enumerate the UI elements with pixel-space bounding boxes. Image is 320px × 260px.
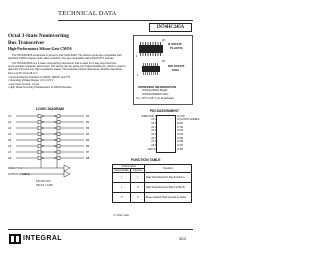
page-number: 303 — [179, 236, 186, 241]
output-enable-label: OUTPUT ENABLE — [8, 173, 30, 176]
pin-row: 17 B2 — [177, 126, 184, 129]
pin-a1-label: A1 — [8, 115, 12, 118]
table-cell: L — [131, 173, 145, 183]
chip-body — [156, 115, 176, 153]
description — [8, 54, 128, 89]
table-row — [113, 193, 192, 203]
pin-row: 19 OUTPUT ENABLE — [177, 119, 200, 122]
pin-row: A3 4 — [151, 126, 156, 129]
table-cell: Data Transmitted from Bus A to Bus B — [145, 183, 192, 193]
function-table — [112, 164, 192, 203]
pin-assignment-chip — [138, 115, 200, 153]
table-cell: Buses Isolated (High-Impedance State) — [145, 193, 192, 203]
pin-row: A2 3 — [151, 122, 156, 125]
pin-b1-label: B1 — [86, 115, 90, 118]
power-note: PIN 20=VCC — [36, 180, 51, 183]
soic-pin1-label: 1 — [137, 74, 139, 77]
brand-name: INTEGRAL — [23, 235, 62, 242]
table-group-header: Control Inputs — [113, 165, 145, 169]
pin-row: 14 B5 — [177, 137, 184, 140]
pin-row: 18 B1 — [177, 122, 184, 125]
pin-list-right — [177, 115, 200, 153]
logic-diagram-title: LOGIC DIAGRAM — [36, 107, 64, 111]
pin-row: DIRECTION 1 — [141, 115, 156, 118]
title-line-2: Bus Transceiver — [8, 40, 45, 46]
ground-note: PIN 10 = GND — [36, 183, 53, 187]
table-row — [113, 173, 192, 183]
pin-a2-label: A2 — [8, 121, 12, 124]
description-paragraph-1: The IN74HC245A is identical in pinout to the LS/ALS245. The device inputs are compatible with standard CMOS outputs; with pullup resistors, they are compatible with LS/ALS/TTL outputs. — [8, 54, 122, 61]
integral-logo-icon — [9, 234, 21, 244]
soic-package-image — [140, 63, 162, 75]
pin-b2-label: B2 — [86, 121, 90, 124]
pin-b4-label: B4 — [86, 133, 90, 136]
ordering-title: ORDERING INFORMATION — [138, 85, 176, 89]
pin-row: A8 9 — [151, 145, 156, 148]
table-header-cell: Operation — [145, 165, 192, 173]
table-cell: L — [113, 183, 131, 193]
pin-row: 16 B3 — [177, 130, 184, 133]
pin-row: 20 VCC — [177, 115, 186, 118]
soic-suffix: DW SUFFIX — [168, 64, 185, 68]
table-row — [113, 183, 192, 193]
bullet-item: • Low Input Current: 1.0 µA — [8, 82, 40, 86]
footer-rule — [8, 229, 193, 230]
pin-b8-label: B8 — [86, 157, 90, 160]
pin-row: 12 B7 — [177, 145, 184, 148]
table-cell: H — [113, 193, 131, 203]
pin-row: 11 B8 — [177, 148, 183, 151]
soic-pin20-label: 20 — [162, 60, 165, 63]
table-header-cell: Direction — [131, 169, 145, 173]
pin-row: 13 B6 — [177, 141, 184, 144]
pin-row: A7 8 — [151, 141, 156, 144]
pin-a3-label: A3 — [8, 127, 12, 130]
table-cell: H — [131, 183, 145, 193]
package-panel — [133, 35, 193, 105]
pin-row: A5 6 — [151, 134, 156, 137]
function-table-note: X = don't care — [113, 214, 129, 217]
title-line-3: High-Performance Silicon-Gate CMOS — [8, 47, 72, 51]
pin-a7-label: A7 — [8, 151, 12, 154]
soic-material: SOIC — [172, 68, 180, 72]
bullet-item: • High Noise Immunity Characteristic of CMOS Devices — [8, 85, 72, 89]
pin-b3-label: B3 — [86, 127, 90, 130]
ordering-line-1: IN74HC245AN Plastic — [142, 89, 168, 92]
ordering-line-2: IN74HC245ADW SOIC — [142, 92, 169, 96]
ordering-temp: TA = -55° to 125° C for all packages — [136, 97, 174, 100]
bullet-item: • Outputs Directly Interface to CMOS, NMOS, and TTL — [8, 76, 71, 80]
pin-a4-label: A4 — [8, 133, 12, 136]
dip-package-image — [137, 42, 165, 56]
pin-b5-label: B5 — [86, 139, 90, 142]
pin-row: GND 10 — [147, 148, 156, 151]
pin-assignment-title: PIN ASSIGNMENT — [150, 109, 180, 113]
dip-material: PLASTIC — [170, 46, 183, 50]
description-paragraph-2: The IN74HC245A is a 3-state noninverting transceiver that is used for 2-way asynchronous communication between data buses. The device has an active-low Output Enable pin, which is used to place the I/O ports into high-impedance states. The Direction control determines whether data flows from A to B or from B to A. — [8, 61, 126, 75]
pin-a6-label: A6 — [8, 145, 12, 148]
pin-a8-label: A8 — [8, 157, 12, 160]
function-table-title: FUNCTION TABLE — [131, 158, 161, 162]
table-cell: X — [131, 193, 145, 203]
pin-row: A1 2 — [151, 119, 156, 122]
pin-row: A4 5 — [151, 130, 156, 133]
feature-bullets — [8, 76, 128, 89]
table-cell: Data Transmitted from Bus B to Bus A — [145, 173, 192, 183]
logic-diagram — [8, 112, 96, 184]
table-header-cell: Output Enable — [114, 169, 129, 172]
part-number-box: IN74HC245A — [149, 23, 192, 32]
header-rule — [58, 20, 193, 21]
direction-label: DIRECTION — [8, 167, 23, 170]
pin-row: A6 7 — [151, 137, 156, 140]
pin-b6-label: B6 — [86, 145, 90, 148]
pin-b7-label: B7 — [86, 151, 90, 154]
section-title: TECHNICAL DATA — [58, 10, 117, 17]
bullet-item: • Operating Voltage Range: 2.0 to 6.0 V — [8, 79, 54, 83]
dip-pin1-label: 1 — [136, 55, 138, 58]
title-line-1: Octal 3-State Noninverting — [8, 33, 69, 39]
pin-a5-label: A5 — [8, 139, 12, 142]
dip-suffix: N SUFFIX — [168, 42, 182, 46]
pin-row: 15 B4 — [177, 134, 184, 137]
table-cell: L — [113, 173, 131, 183]
pin-list-left — [138, 116, 156, 153]
dip-pin20-label: 20 — [162, 39, 165, 42]
